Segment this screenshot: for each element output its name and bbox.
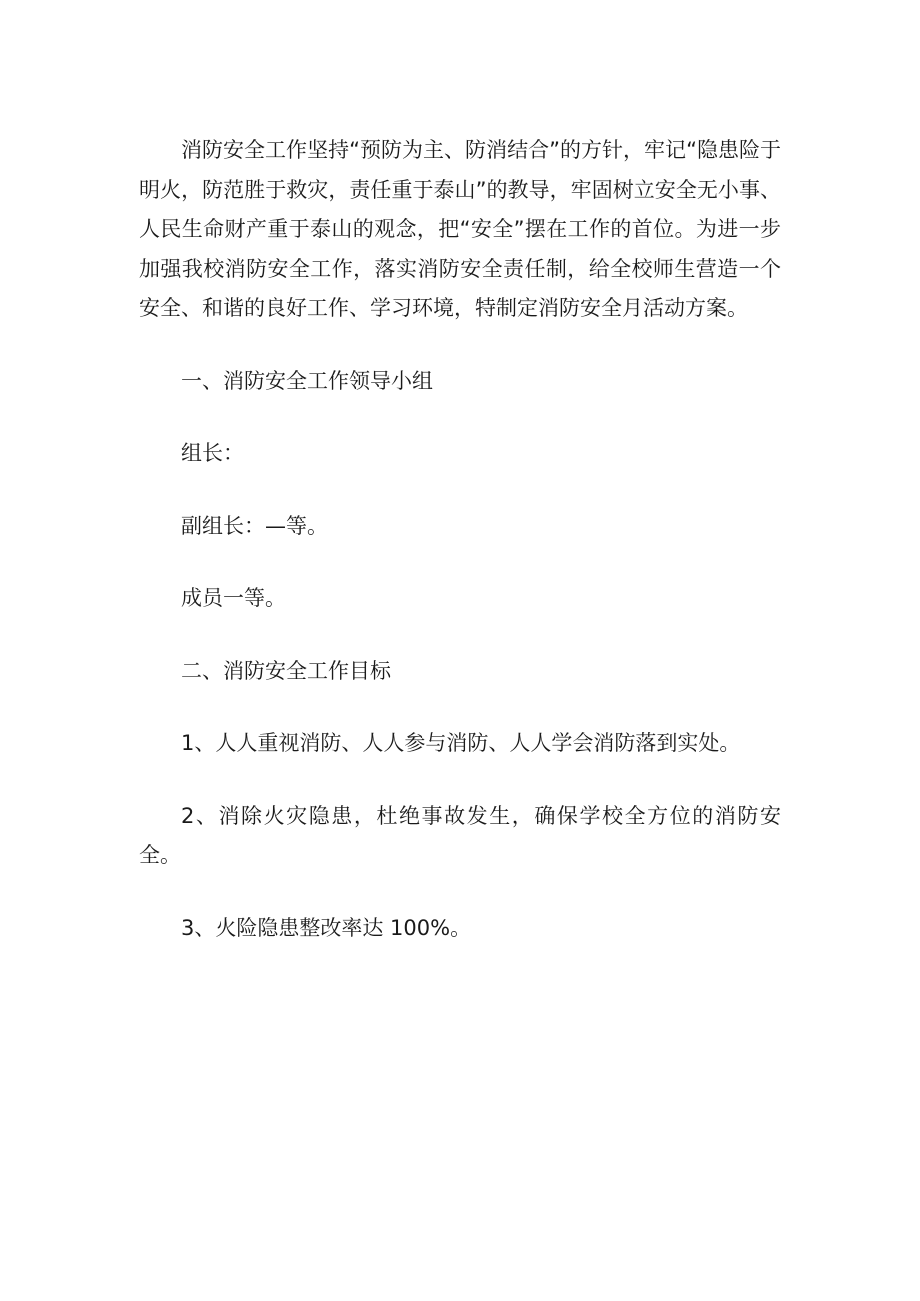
group-leader-line: 组长： <box>181 441 244 465</box>
goal-item-3: 3、火险隐患整改率达 100%。 <box>181 915 472 940</box>
members-line: 成员一等。 <box>181 586 286 610</box>
section-heading-leadership-group: 一、消防安全工作领导小组 <box>181 368 433 393</box>
intro-paragraph: 消防安全工作坚持“预防为主、防消结合”的方针，牢记“隐患险于明火，防范胜于救灾，责任重于泰山”的教导，牢固树立安全无小事、人民生命财产重于泰山的观念，把“安全”摆在工作的首位。为进一步加强我校消防安全工作，落实消防安全责任制，给全校师生营造一个安全、和谐的良好工作、学习环境，特制定消防安全月活动方案。 <box>139 138 781 320</box>
section-heading-safety-goals: 二、消防安全工作目标 <box>181 658 391 683</box>
document-body <box>139 131 781 948</box>
goal-item-1: 1、人人重视消防、人人参与消防、人人学会消防落到实处。 <box>181 731 741 755</box>
deputy-leader-line: 副组长：—等。 <box>181 513 328 538</box>
goal-item-2: 2、消除火灾隐患，杜绝事故发生，确保学校全方位的消防安全。 <box>139 803 781 867</box>
